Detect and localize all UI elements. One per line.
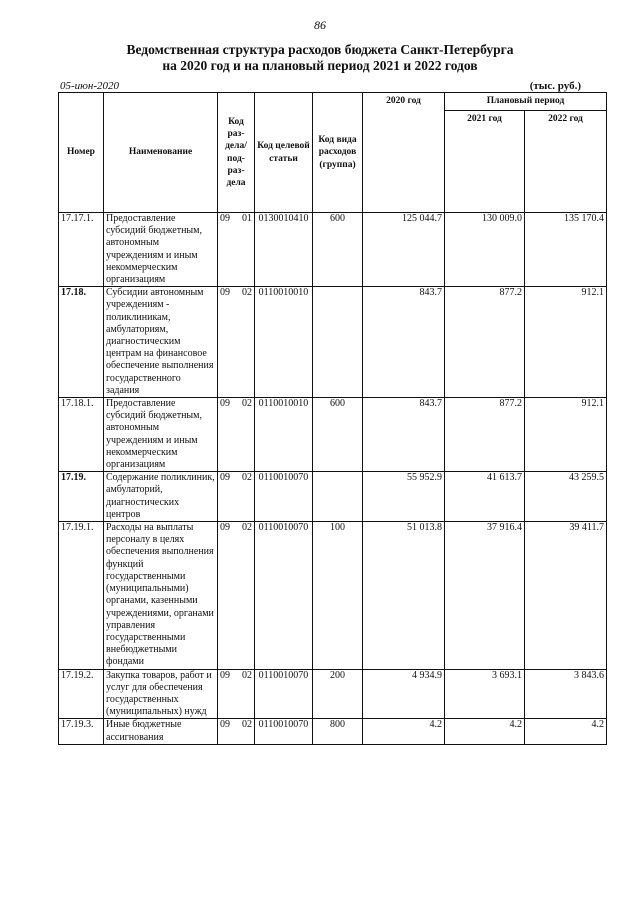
row-razdel-code: 09 [220, 398, 230, 410]
row-razdel [218, 522, 255, 669]
budget-table [58, 92, 607, 745]
row-article: 0110010070 [255, 522, 313, 669]
document-title [0, 42, 640, 74]
row-expense-type: 100 [313, 522, 363, 669]
header-razdel: Код раз-дела/ под-раз-дела [218, 93, 255, 213]
row-expense-type: 800 [313, 719, 363, 744]
row-value-2022: 4.2 [525, 719, 607, 744]
row-value-2022: 135 170.4 [525, 213, 607, 287]
row-value-2020: 843.7 [363, 287, 445, 398]
header-expense-type: Код вида расходов (группа) [313, 93, 363, 213]
row-subrazdel-code: 02 [242, 522, 252, 534]
row-subrazdel-code: 02 [242, 719, 252, 731]
row-value-2020: 125 044.7 [363, 213, 445, 287]
row-expense-type [313, 472, 363, 522]
row-razdel [218, 719, 255, 744]
row-razdel-code: 09 [220, 472, 230, 484]
row-name: Предоставление субсидий бюджетным, автономным учреждениям и иным некоммерческим организациям [104, 398, 218, 472]
row-number: 17.17.1. [59, 213, 104, 287]
row-number: 17.19.1. [59, 522, 104, 669]
row-value-2020: 4 934.9 [363, 669, 445, 719]
row-number: 17.19. [59, 472, 104, 522]
row-value-2022: 43 259.5 [525, 472, 607, 522]
table-row [59, 472, 607, 522]
row-razdel-code: 09 [220, 719, 230, 731]
row-value-2020: 843.7 [363, 398, 445, 472]
row-value-2020: 51 013.8 [363, 522, 445, 669]
row-value-2021: 4.2 [445, 719, 525, 744]
row-value-2021: 37 916.4 [445, 522, 525, 669]
row-value-2022: 912.1 [525, 287, 607, 398]
row-name: Закупка товаров, работ и услуг для обеспечения государственных (муниципальных) нужд [104, 669, 218, 719]
table-row [59, 719, 607, 744]
row-expense-type: 600 [313, 213, 363, 287]
row-article: 0110010070 [255, 669, 313, 719]
page-number: 86 [314, 18, 326, 32]
row-value-2021: 130 009.0 [445, 213, 525, 287]
row-value-2022: 912.1 [525, 398, 607, 472]
table-body [59, 213, 607, 745]
row-expense-type: 600 [313, 398, 363, 472]
row-razdel [218, 472, 255, 522]
row-razdel-code: 09 [220, 287, 230, 299]
row-value-2022: 3 843.6 [525, 669, 607, 719]
header-name: Наименование [104, 93, 218, 213]
unit-label: (тыс. руб.) [529, 80, 581, 92]
row-subrazdel-code: 01 [242, 213, 252, 224]
table-row [59, 213, 607, 287]
row-number: 17.18. [59, 287, 104, 398]
table-row [59, 398, 607, 472]
row-razdel-code: 09 [220, 522, 230, 534]
row-article: 0110010010 [255, 398, 313, 472]
table-row [59, 287, 607, 398]
row-razdel [218, 669, 255, 719]
header-2020: 2020 год [363, 93, 445, 213]
document-date: 05-июн-2020 [60, 80, 120, 92]
row-article: 0110010070 [255, 472, 313, 522]
row-expense-type: 200 [313, 669, 363, 719]
header-2021: 2021 год [445, 111, 525, 213]
row-expense-type [313, 287, 363, 398]
row-razdel [218, 213, 255, 287]
row-razdel-code: 09 [220, 213, 230, 224]
header-article: Код целевой статьи [255, 93, 313, 213]
row-name: Расходы на выплаты персоналу в целях обеспечения выполнения функций государственными (муниципальными) органами, казенными учреждениями, органами управления государственными внебюджетными фондами [104, 522, 218, 669]
row-name: Предоставление субсидий бюджетным, автономным учреждениям и иным некоммерческим организациям [104, 213, 218, 287]
row-number: 17.18.1. [59, 398, 104, 472]
row-subrazdel-code: 02 [242, 398, 252, 410]
header-number: Номер [59, 93, 104, 213]
table-row [59, 522, 607, 669]
row-number: 17.19.3. [59, 719, 104, 744]
header-2022: 2022 год [525, 111, 607, 213]
row-name: Субсидии автономным учреждениям - поликлиникам, амбулаториям, диагностическим центрам на финансовое обеспечение выполнения государственного задания [104, 287, 218, 398]
row-value-2021: 41 613.7 [445, 472, 525, 522]
row-number: 17.19.2. [59, 669, 104, 719]
row-name: Содержание поликлиник, амбулаторий, диагностических центров [104, 472, 218, 522]
row-article: 0130010410 [255, 213, 313, 287]
header-planned-period: Плановый период [445, 93, 607, 111]
row-value-2021: 877.2 [445, 398, 525, 472]
row-razdel-code: 09 [220, 669, 230, 681]
row-value-2021: 3 693.1 [445, 669, 525, 719]
row-name: Иные бюджетные ассигнования [104, 719, 218, 744]
title-line-1: Ведомственная структура расходов бюджета Санкт-Петербурга [126, 42, 514, 57]
table-row [59, 669, 607, 719]
row-value-2020: 55 952.9 [363, 472, 445, 522]
row-razdel [218, 287, 255, 398]
row-subrazdel-code: 02 [242, 287, 252, 299]
title-line-2: на 2020 год и на плановый период 2021 и 2022 годов [162, 58, 478, 73]
row-article: 0110010070 [255, 719, 313, 744]
row-subrazdel-code: 02 [242, 472, 252, 484]
row-article: 0110010010 [255, 287, 313, 398]
row-value-2022: 39 411.7 [525, 522, 607, 669]
row-subrazdel-code: 02 [242, 669, 252, 681]
row-value-2020: 4.2 [363, 719, 445, 744]
row-razdel [218, 398, 255, 472]
row-value-2021: 877.2 [445, 287, 525, 398]
